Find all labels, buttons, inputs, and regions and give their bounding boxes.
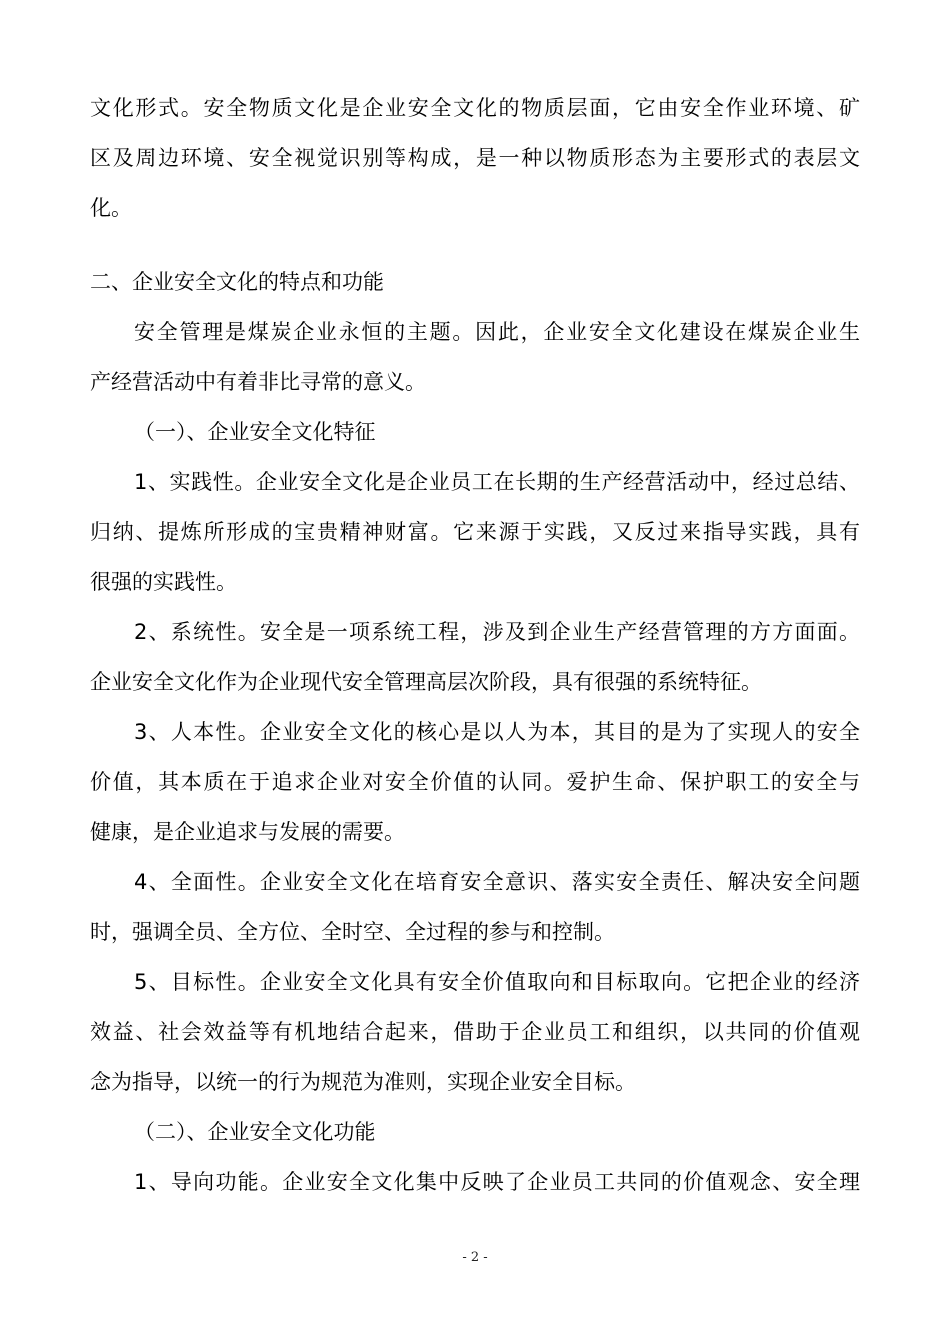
paragraph-line: 时，强调全员、全方位、全时空、全过程的参与和控制。 — [90, 920, 615, 944]
paragraph-line: 念为指导，以统一的行为规范为准则，实现企业安全目标。 — [90, 1070, 636, 1094]
paragraph-line: 健康，是企业追求与发展的需要。 — [90, 820, 405, 844]
paragraph-line: 归纳、提炼所形成的宝贵精神财富。它来源于实践，又反过来指导实践，具有 — [90, 520, 860, 544]
paragraph-line: 2、系统性。安全是一项系统工程，涉及到企业生产经营管理的方方面面。 — [134, 620, 860, 644]
paragraph-line: 价值，其本质在于追求企业对安全价值的认同。爱护生命、保护职工的安全与 — [90, 770, 860, 794]
subsection-heading: （二）、企业安全文化功能 — [134, 1120, 376, 1144]
paragraph-line: 产经营活动中有着非比寻常的意义。 — [90, 370, 426, 394]
paragraph-line: 安全管理是煤炭企业永恒的主题。因此，企业安全文化建设在煤炭企业生 — [134, 320, 860, 344]
document-body — [90, 83, 860, 1207]
paragraph-line: 1、导向功能。企业安全文化集中反映了企业员工共同的价值观念、安全理 — [134, 1170, 860, 1194]
page-number: - 2 - — [462, 1250, 488, 1265]
paragraph-line: 很强的实践性。 — [90, 570, 237, 594]
paragraph-line: 1、实践性。企业安全文化是企业员工在长期的生产经营活动中，经过总结、 — [134, 470, 860, 494]
paragraph-line: 3、人本性。企业安全文化的核心是以人为本，其目的是为了实现人的安全 — [134, 720, 860, 744]
paragraph-line: 企业安全文化作为企业现代安全管理高层次阶段，具有很强的系统特征。 — [90, 670, 762, 694]
paragraph-line: 5、目标性。企业安全文化具有安全价值取向和目标取向。它把企业的经济 — [134, 970, 860, 994]
paragraph-line: 区及周边环境、安全视觉识别等构成，是一种以物质形态为主要形式的表层文 — [90, 146, 860, 170]
paragraph-line: 文化形式。安全物质文化是企业安全文化的物质层面，它由安全作业环境、矿 — [90, 96, 860, 120]
paragraph-line: 效益、社会效益等有机地结合起来，借助于企业员工和组织，以共同的价值观 — [90, 1020, 860, 1044]
section-heading: 二、企业安全文化的特点和功能 — [90, 270, 384, 294]
subsection-heading: （一）、企业安全文化特征 — [134, 420, 376, 444]
paragraph-line: 化。 — [90, 196, 132, 220]
paragraph-line: 4、全面性。企业安全文化在培育安全意识、落实安全责任、解决安全问题 — [134, 870, 860, 894]
